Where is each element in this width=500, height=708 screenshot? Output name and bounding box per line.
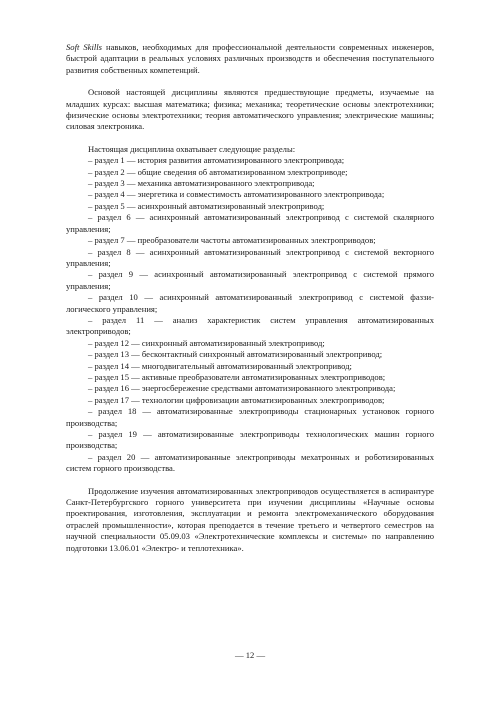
section-item: – раздел 16 — энергосбережение средствами автоматизированного электропривода; bbox=[88, 383, 396, 394]
section-item: – раздел 4 — энергетика и совместимость автоматизированного электропривода; bbox=[88, 189, 385, 200]
section-item: – раздел 3 — механика автоматизированного электропривода; bbox=[88, 178, 315, 189]
section-item: – раздел 1 — история развития автоматизированного электропривода; bbox=[88, 155, 345, 166]
section-item: – раздел 19 — автоматизированные электроприводы технологических машин горного производства; bbox=[66, 429, 434, 451]
section-item: – раздел 13 — бесконтактный синхронный автоматизированный электропривод; bbox=[88, 349, 383, 360]
section-item: – раздел 2 — общие сведения об автоматизированном электроприводе; bbox=[88, 166, 348, 177]
section-item: – раздел 17 — технологии цифровизации автоматизированных электроприводов; bbox=[88, 394, 385, 405]
section-item: – раздел 7 — преобразователи частоты автоматизированных электроприводов; bbox=[88, 235, 376, 246]
section-item: – раздел 10 — асинхронный автоматизированный электропривод с системой фаззи-логического управления; bbox=[66, 292, 434, 314]
section-item: – раздел 15 — активные преобразователи автоматизированных электроприводов; bbox=[88, 371, 386, 382]
basis-paragraph: Основой настоящей дисциплины являются предшествующие предметы, изучаемые на младших курсах: высшая математика; физика; механика; теоретические основы электротехники; физические основы электротехники; теория автоматического управления; электрические машины; силовая электроника. bbox=[66, 87, 434, 132]
page-number: — 12 — bbox=[234, 650, 266, 660]
section-item: – раздел 20 — автоматизированные электроприводы мехатронных и роботизированных систем горного производства. bbox=[66, 451, 434, 474]
section-item: – раздел 11 — анализ характеристик систем управления автоматизированных электроприводов; bbox=[66, 314, 434, 337]
section-item: – раздел 18 — автоматизированные электроприводы стационарных установок горного производства; bbox=[66, 406, 434, 428]
section-item: – раздел 9 — асинхронный автоматизированный электропривод с системой прямого управления; bbox=[66, 269, 434, 291]
section-item: – раздел 5 — асинхронный автоматизированный электропривод; bbox=[88, 200, 325, 211]
conclusion-paragraph: Продолжение изучения автоматизированных электроприводов осуществляется в аспирантуре Санкт-Петербургского горного университета при изучении дисциплины «Научные основы проектирования, изготовления, эксплуатации и ремонта электромеханического оборудования отраслей промышленности», которая преподается в течение третьего и четвертого семестров на научной специальности 05.09.03 «Электротехнические комплексы и системы» по направлению подготовки 13.06.01 «Электро- и теплотехника». bbox=[66, 485, 434, 553]
section-item: – раздел 6 — асинхронный автоматизированный электропривод с системой скалярного управления; bbox=[66, 212, 434, 234]
soft-skills-term: Soft Skills bbox=[66, 42, 102, 52]
section-item: – раздел 8 — асинхронный автоматизированный электропривод с системой векторного управления; bbox=[66, 246, 434, 268]
intro-text: навыков, необходимых для профессиональной деятельности современных инженеров, быстрой адаптации в реальных условиях различных производств и обеспечения поступательного развития собственных компетенций. bbox=[66, 42, 434, 75]
sections-intro: Настоящая дисциплина охватывает следующие разделы: bbox=[88, 143, 296, 154]
section-item: – раздел 14 — многодвигательный автоматизированный электропривод; bbox=[88, 360, 352, 371]
sections-list bbox=[66, 155, 434, 474]
intro-paragraph bbox=[66, 42, 434, 76]
section-item: – раздел 12 — синхронный автоматизированный электропривод; bbox=[88, 337, 325, 348]
